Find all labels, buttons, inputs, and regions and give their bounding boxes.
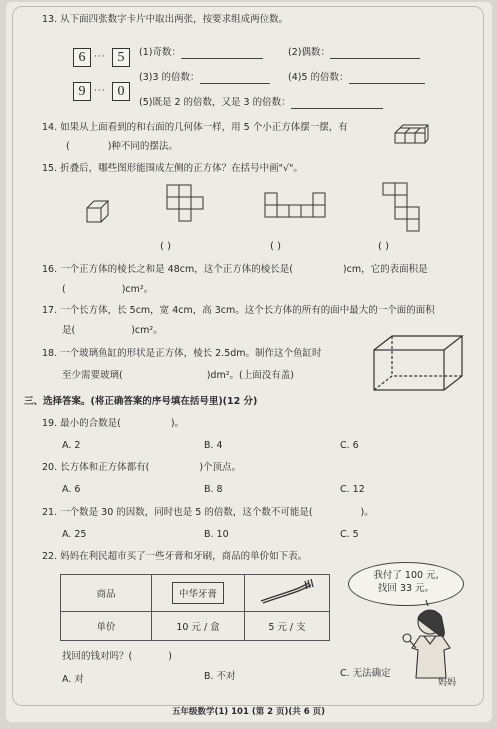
q18-line1: 18. 一个玻璃鱼缸的形状是正方体，棱长 2.5dm。制作这个鱼缸时	[42, 348, 322, 359]
answer-blank[interactable]	[291, 98, 383, 109]
toothpaste-box-icon: 中华牙膏	[172, 582, 224, 604]
toothpaste-cell	[152, 575, 245, 612]
q22-option-b[interactable]: B. 不对	[204, 671, 236, 682]
q14-line2: ( )种不同的摆法。	[66, 141, 178, 152]
q20-stem: 20. 长方体和正方体都有( )个顶点。	[42, 462, 242, 473]
digit-card-5: 5	[112, 48, 130, 67]
digit-card-9: 9	[73, 82, 91, 101]
net-figure-2	[264, 192, 328, 224]
q15-stem: 15. 折叠后，哪些图形能围成左侧的正方体？在括号中画"√"。	[42, 163, 303, 174]
q21-option-c[interactable]: C. 5	[340, 529, 359, 540]
answer-blank[interactable]	[330, 48, 420, 59]
fish-tank-figure	[372, 334, 464, 392]
toothbrush-cell	[245, 575, 330, 612]
q16-line1: 16. 一个正方体的棱长之和是 48cm，这个正方体的棱长是( )cm，它的表面积是	[42, 264, 428, 275]
q13-sub3: (3)3 的倍数：	[139, 72, 270, 84]
price-toothpaste: 10 元 / 盒	[152, 612, 245, 641]
q21-option-b[interactable]: B. 10	[204, 529, 229, 540]
section3-heading: 三、选择答案。(将正确答案的序号填在括号里)(12 分)	[24, 396, 258, 407]
q13-sub1: (1)奇数：	[139, 47, 263, 59]
table-header-goods: 商品	[61, 575, 152, 612]
answer-blank[interactable]	[200, 73, 270, 84]
q19-option-a[interactable]: A. 2	[62, 440, 81, 451]
bubble-line2: 找回 33 元。	[377, 583, 435, 594]
table-header-price: 单价	[61, 612, 152, 641]
mother-illustration	[398, 600, 462, 680]
digit-card-6: 6	[73, 48, 91, 67]
q19-option-b[interactable]: B. 4	[204, 440, 223, 451]
q13-sub2: (2)偶数：	[288, 47, 420, 59]
q13-sub4: (4)5 的倍数：	[288, 72, 425, 84]
page-footer: 五年级数学(1) 101 (第 2 页)(共 6 页)	[171, 707, 326, 717]
q16-line2: ( )cm²。	[62, 284, 154, 295]
q19-option-c[interactable]: C. 6	[340, 440, 359, 451]
q22-option-a[interactable]: A. 对	[62, 674, 84, 685]
mom-label: 妈妈	[438, 678, 457, 688]
bubble-line1: 我付了 100 元,	[373, 570, 439, 581]
q17-line1: 17. 一个长方体，长 5cm，宽 4cm，高 3cm。这个长方体的所有的面中最大的一个面的面积	[42, 305, 435, 316]
toothbrush-icon	[257, 579, 317, 605]
q22-option-c[interactable]: C. 无法确定	[340, 668, 391, 679]
q22-stem: 22. 妈妈在利民超市买了一些牙膏和牙刷，商品的单价如下表。	[42, 551, 308, 562]
net-figure-1	[166, 184, 206, 234]
q20-option-a[interactable]: A. 6	[62, 484, 81, 495]
q22-question: 找回的钱对吗？( )	[62, 651, 172, 662]
digit-card-0: 0	[112, 82, 130, 101]
q19-stem: 19. 最小的合数是( )。	[42, 418, 185, 429]
answer-paren[interactable]: ( )	[378, 241, 389, 252]
q20-option-b[interactable]: B. 8	[204, 484, 223, 495]
q18-line2: 至少需要玻璃( )dm²。(上面没有盖)	[62, 370, 294, 381]
card-dots: ···	[94, 52, 106, 62]
card-dots: ···	[94, 86, 106, 96]
cube-figure	[86, 200, 110, 224]
answer-paren[interactable]: ( )	[270, 241, 281, 252]
answer-paren[interactable]: ( )	[160, 241, 171, 252]
price-table	[60, 574, 330, 641]
q21-option-a[interactable]: A. 25	[62, 529, 87, 540]
q13-stem: 13. 从下面四张数字卡片中取出两张，按要求组成两位数。	[42, 14, 289, 25]
q14-line1: 14. 如果从上面看到的和右面的几何体一样，用 5 个小正方体摆一摆，有	[42, 122, 348, 133]
q17-line2: 是( )cm²。	[62, 325, 163, 336]
price-toothbrush: 5 元 / 支	[245, 612, 330, 641]
net-figure-3	[382, 182, 422, 238]
cube-stack-figure	[394, 125, 428, 147]
answer-blank[interactable]	[181, 48, 263, 59]
q13-sub5: (5)既是 2 的倍数，又是 3 的倍数：	[139, 97, 383, 109]
q21-stem: 21. 一个数是 30 的因数，同时也是 5 的倍数，这个数不可能是( )。	[42, 507, 374, 518]
q20-option-c[interactable]: C. 12	[340, 484, 365, 495]
answer-blank[interactable]	[349, 73, 425, 84]
